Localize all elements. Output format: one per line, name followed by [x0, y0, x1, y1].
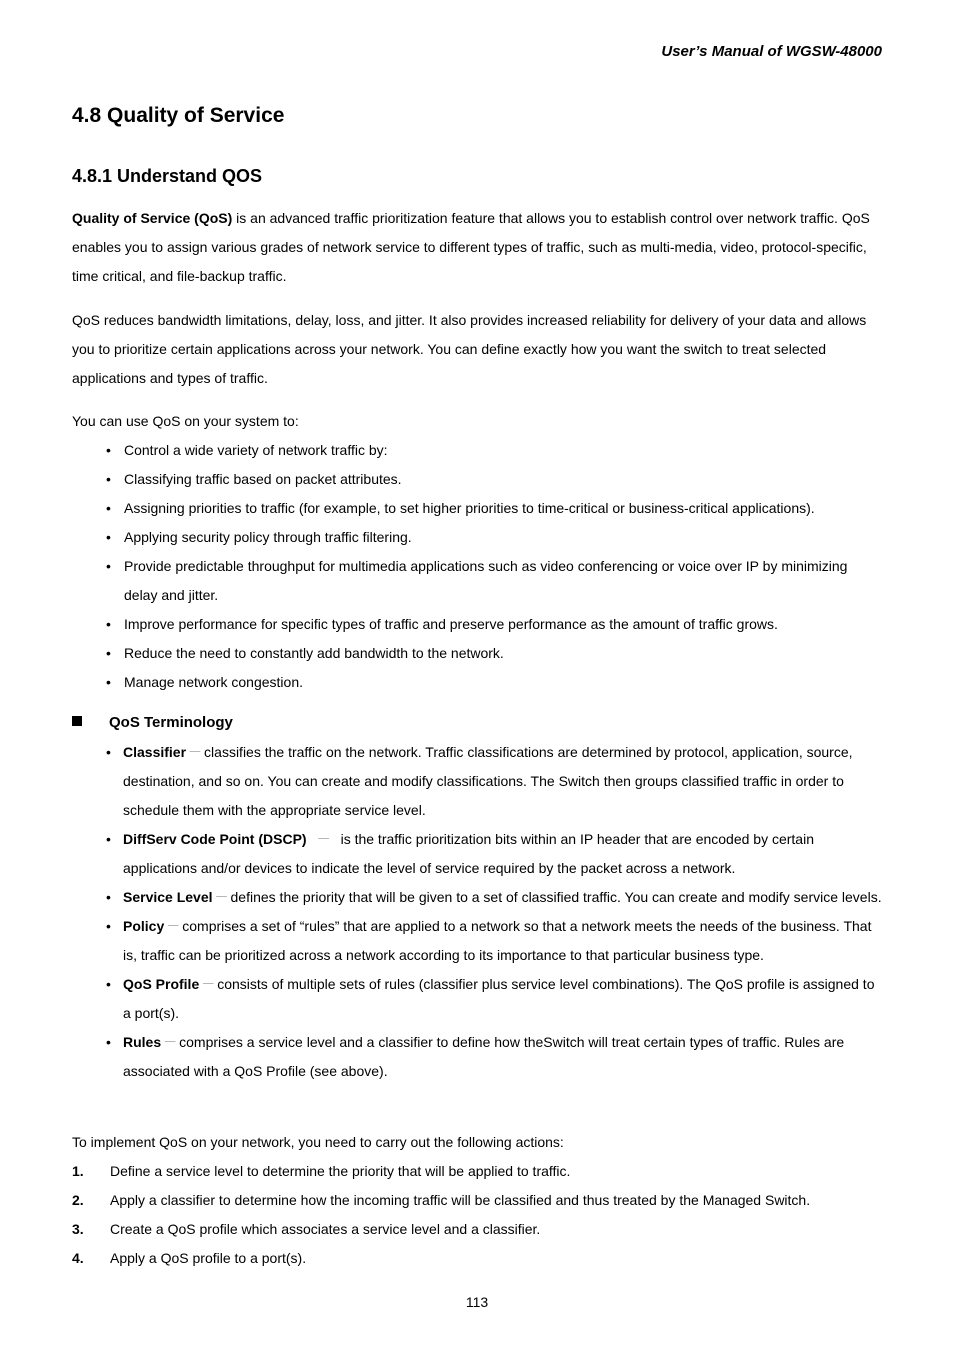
step-number: 1.: [72, 1163, 84, 1179]
implement-intro: To implement QoS on your network, you need to carry out the following actions:: [72, 1134, 564, 1150]
list-item: [72, 912, 882, 970]
implement-section: [72, 1128, 882, 1273]
list-item: • Reduce the need to constantly add bandwidth to the network.: [72, 639, 882, 668]
steps-list: [72, 1157, 882, 1273]
terminology-heading: [72, 714, 233, 731]
term: Rules: [123, 1034, 162, 1050]
intro-paragraph-2: [72, 306, 882, 393]
step-text: Apply a QoS profile to a port(s).: [110, 1250, 307, 1266]
intro-p1-text: is an advanced traffic prioritization feature that allows you to establish control over network traffic. QoS enables you to assign various grades of network service to different types of traffic, such as multi-media, video, protocol-specific, time critical, and file-backup traffic.: [72, 210, 870, 284]
list-item: • Assigning priorities to traffic (for example, to set higher priorities to time-critical or business-critical applications).: [72, 494, 882, 523]
step-number: 2.: [72, 1192, 84, 1208]
list-item: • Applying security policy through traffic filtering.: [72, 523, 882, 552]
term-description: is the traffic prioritization bits within an IP header that are encoded by certain applications and/or devices to indicate the level of service required by the packet across a network.: [123, 831, 814, 876]
list-item: • Control a wide variety of network traffic by:: [72, 436, 882, 465]
term-description: classifies the traffic on the network. Traffic classifications are determined by protocol, application, source, destination, and so on. You can create and modify classifications. The Switch then groups classified traffic in order to schedule them with the appropriate service level.: [123, 744, 853, 818]
term: QoS Profile: [123, 976, 200, 992]
page-number: 113: [465, 1294, 489, 1310]
term: Classifier: [123, 744, 187, 760]
step-number: 3.: [72, 1221, 84, 1237]
list-item: [72, 970, 882, 1028]
intro-p2-text: QoS reduces bandwidth limitations, delay, loss, and jitter. It also provides increased reliability for delivery of your data and allows you to prioritize certain applications across your network. You can define exactly how you want the switch to treat selected applications and types of traffic.: [72, 312, 867, 386]
list-item: [72, 1244, 882, 1273]
subsection-title: 4.8.1 Understand QOS: [72, 166, 263, 186]
step-text: Apply a classifier to determine how the incoming traffic will be classified and thus treated by the Managed Switch.: [110, 1192, 811, 1208]
list-item: • Improve performance for specific types of traffic and preserve performance as the amount of traffic grows.: [72, 610, 882, 639]
running-header: User’s Manual of WGSW-48000: [661, 43, 882, 60]
step-text: Define a service level to determine the priority that will be applied to traffic.: [110, 1163, 571, 1179]
section-title: 4.8 Quality of Service: [72, 104, 285, 127]
term-description: consists of multiple sets of rules (classifier plus service level combinations). The QoS profile is assigned to a port(s).: [123, 976, 875, 1021]
list-item: [72, 1028, 882, 1086]
term: Service Level: [123, 889, 213, 905]
uses-intro: You can use QoS on your system to:: [72, 413, 299, 429]
terminology-title: QoS Terminology: [109, 714, 233, 731]
list-item: [72, 883, 882, 912]
term-separator: －: [188, 744, 203, 760]
terminology-list: [72, 738, 882, 1086]
terminology-section: [72, 738, 882, 1086]
term-separator: －: [201, 976, 216, 992]
list-item: • Manage network congestion.: [72, 668, 882, 697]
term: DiffServ Code Point (DSCP): [123, 831, 307, 847]
intro-paragraph-1: [72, 204, 882, 291]
list-item: [72, 738, 882, 825]
list-item: [72, 825, 882, 883]
term-separator: －: [316, 831, 331, 847]
qos-term: Quality of Service (QoS): [72, 210, 233, 226]
term-description: defines the priority that will be given to a set of classified traffic. You can create and modify service levels.: [230, 889, 882, 905]
list-item: • Classifying traffic based on packet attributes.: [72, 465, 882, 494]
uses-list: [72, 436, 882, 697]
square-bullet-icon: [72, 716, 82, 726]
term: Policy: [123, 918, 165, 934]
list-item: [72, 1157, 882, 1186]
term-description: comprises a set of “rules” that are applied to a network so that a network meets the needs of the business. That is, traffic can be prioritized across a network according to its importance to that particular business type.: [123, 918, 872, 963]
term-separator: －: [163, 1034, 178, 1050]
term-separator: －: [166, 918, 181, 934]
list-item: [72, 1215, 882, 1244]
term-separator: －: [214, 889, 229, 905]
step-text: Create a QoS profile which associates a service level and a classifier.: [110, 1221, 541, 1237]
list-item: • Provide predictable throughput for multimedia applications such as video conferencing or voice over IP by minimizing delay and jitter.: [72, 552, 882, 610]
uses-section: [72, 407, 882, 697]
step-number: 4.: [72, 1250, 84, 1266]
list-item: [72, 1186, 882, 1215]
term-description: comprises a service level and a classifier to define how theSwitch will treat certain types of traffic. Rules are associated with a QoS Profile (see above).: [123, 1034, 845, 1079]
